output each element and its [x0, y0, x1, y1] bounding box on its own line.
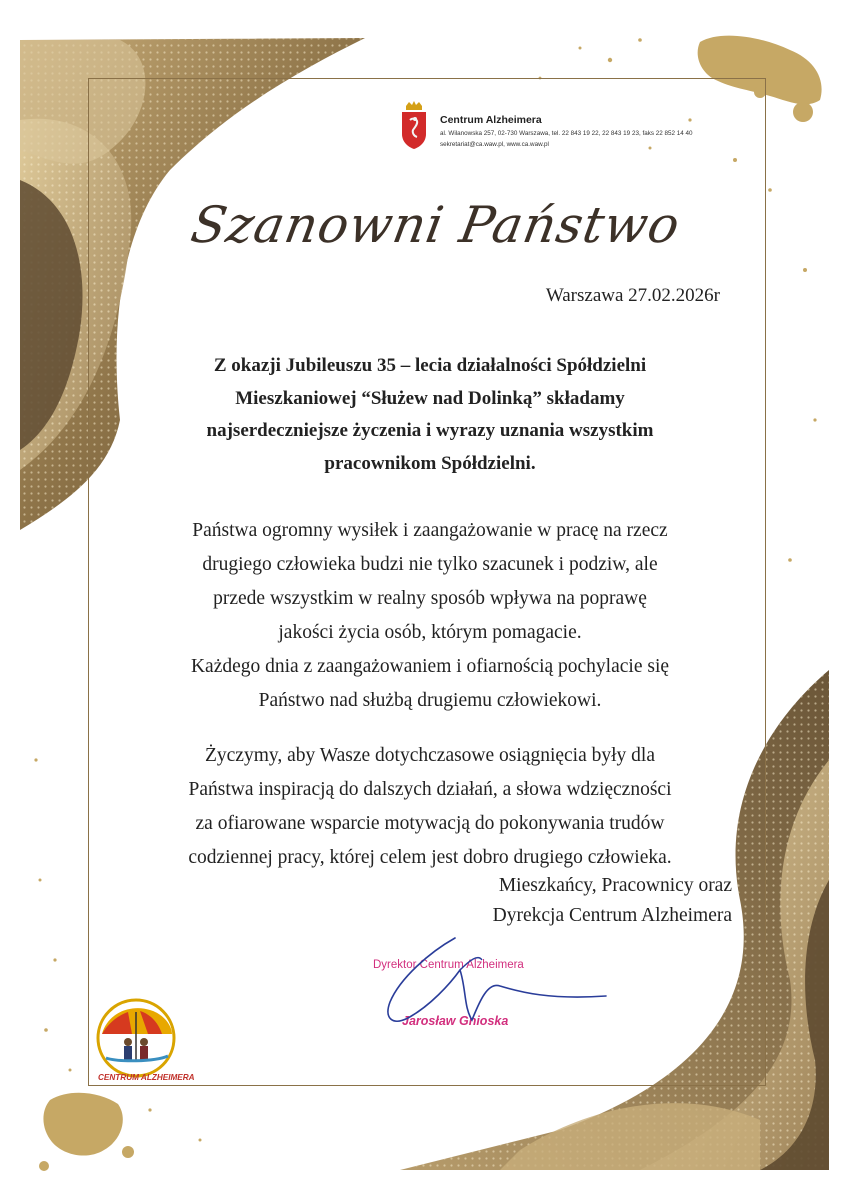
- stamp-name: Jarosław Gnioska: [402, 1014, 509, 1028]
- lead-line: najserdeczniejsze życzenia i wyrazy uznania wszystkim: [206, 420, 654, 441]
- signatories-line-2: Dyrekcja Centrum Alzheimera: [492, 905, 732, 926]
- letterhead: [398, 100, 778, 160]
- handwritten-signature: [360, 930, 620, 1040]
- body-line: Państwa inspiracją do dalszych działań, a słowa wdzięczności: [188, 779, 672, 800]
- lead-line: Mieszkaniowej “Służew nad Dolinką” składamy: [235, 387, 625, 409]
- centrum-alzheimera-logo: [88, 998, 195, 1084]
- body-line: jakości życia osób, którym pomagacie.: [278, 622, 582, 643]
- body-line: codziennej pracy, której celem jest dobro drugiego człowieka.: [188, 847, 672, 868]
- stamp-title: Dyrektor Centrum Alzheimera: [373, 959, 524, 971]
- body-line: Każdego dnia z zaangażowaniem i ofiarnością pochylacie się: [190, 656, 670, 677]
- greeting-heading: Szanowni Państwo: [186, 196, 685, 254]
- org-contact: sekretariat@ca.waw.pl, www.ca.waw.pl: [440, 141, 549, 148]
- body-line: Państwo nad służbą drugiemu człowiekowi.: [258, 690, 602, 711]
- org-address: al. Wilanowska 257, 02-730 Warszawa, tel. 22 843 19 22, 22 843 19 23, faks 22 852 14 40: [440, 130, 693, 137]
- body-line: Państwa ogromny wysiłek i zaangażowanie w pracę na rzecz: [192, 520, 668, 541]
- logo-text: CENTRUM ALZHEIMERA: [98, 1073, 195, 1082]
- body-line: drugiego człowieka budzi nie tylko szacunek i podziw, ale: [202, 554, 658, 575]
- lead-line: pracownikom Spółdzielni.: [324, 452, 536, 474]
- body-line: przede wszystkim w realny sposób wpływa na poprawę: [213, 588, 647, 609]
- body-paragraph-1: [110, 514, 750, 718]
- lead-line: Z okazji Jubileuszu 35 – lecia działalności Spółdzielni: [213, 355, 647, 376]
- org-name: Centrum Alzheimera: [440, 114, 542, 126]
- body-line: za ofiarowane wsparcie motywacją do pokonywania trudów: [195, 813, 665, 834]
- signatories-line-1: Mieszkańcy, Pracownicy oraz: [498, 875, 732, 896]
- body-paragraph-2: [110, 739, 750, 875]
- letter-date: Warszawa 27.02.2026r: [545, 285, 720, 306]
- body-line: Życzymy, aby Wasze dotychczasowe osiągnięcia były dla: [204, 745, 655, 766]
- warsaw-crest-icon: [398, 100, 430, 150]
- lead-paragraph: [120, 350, 740, 480]
